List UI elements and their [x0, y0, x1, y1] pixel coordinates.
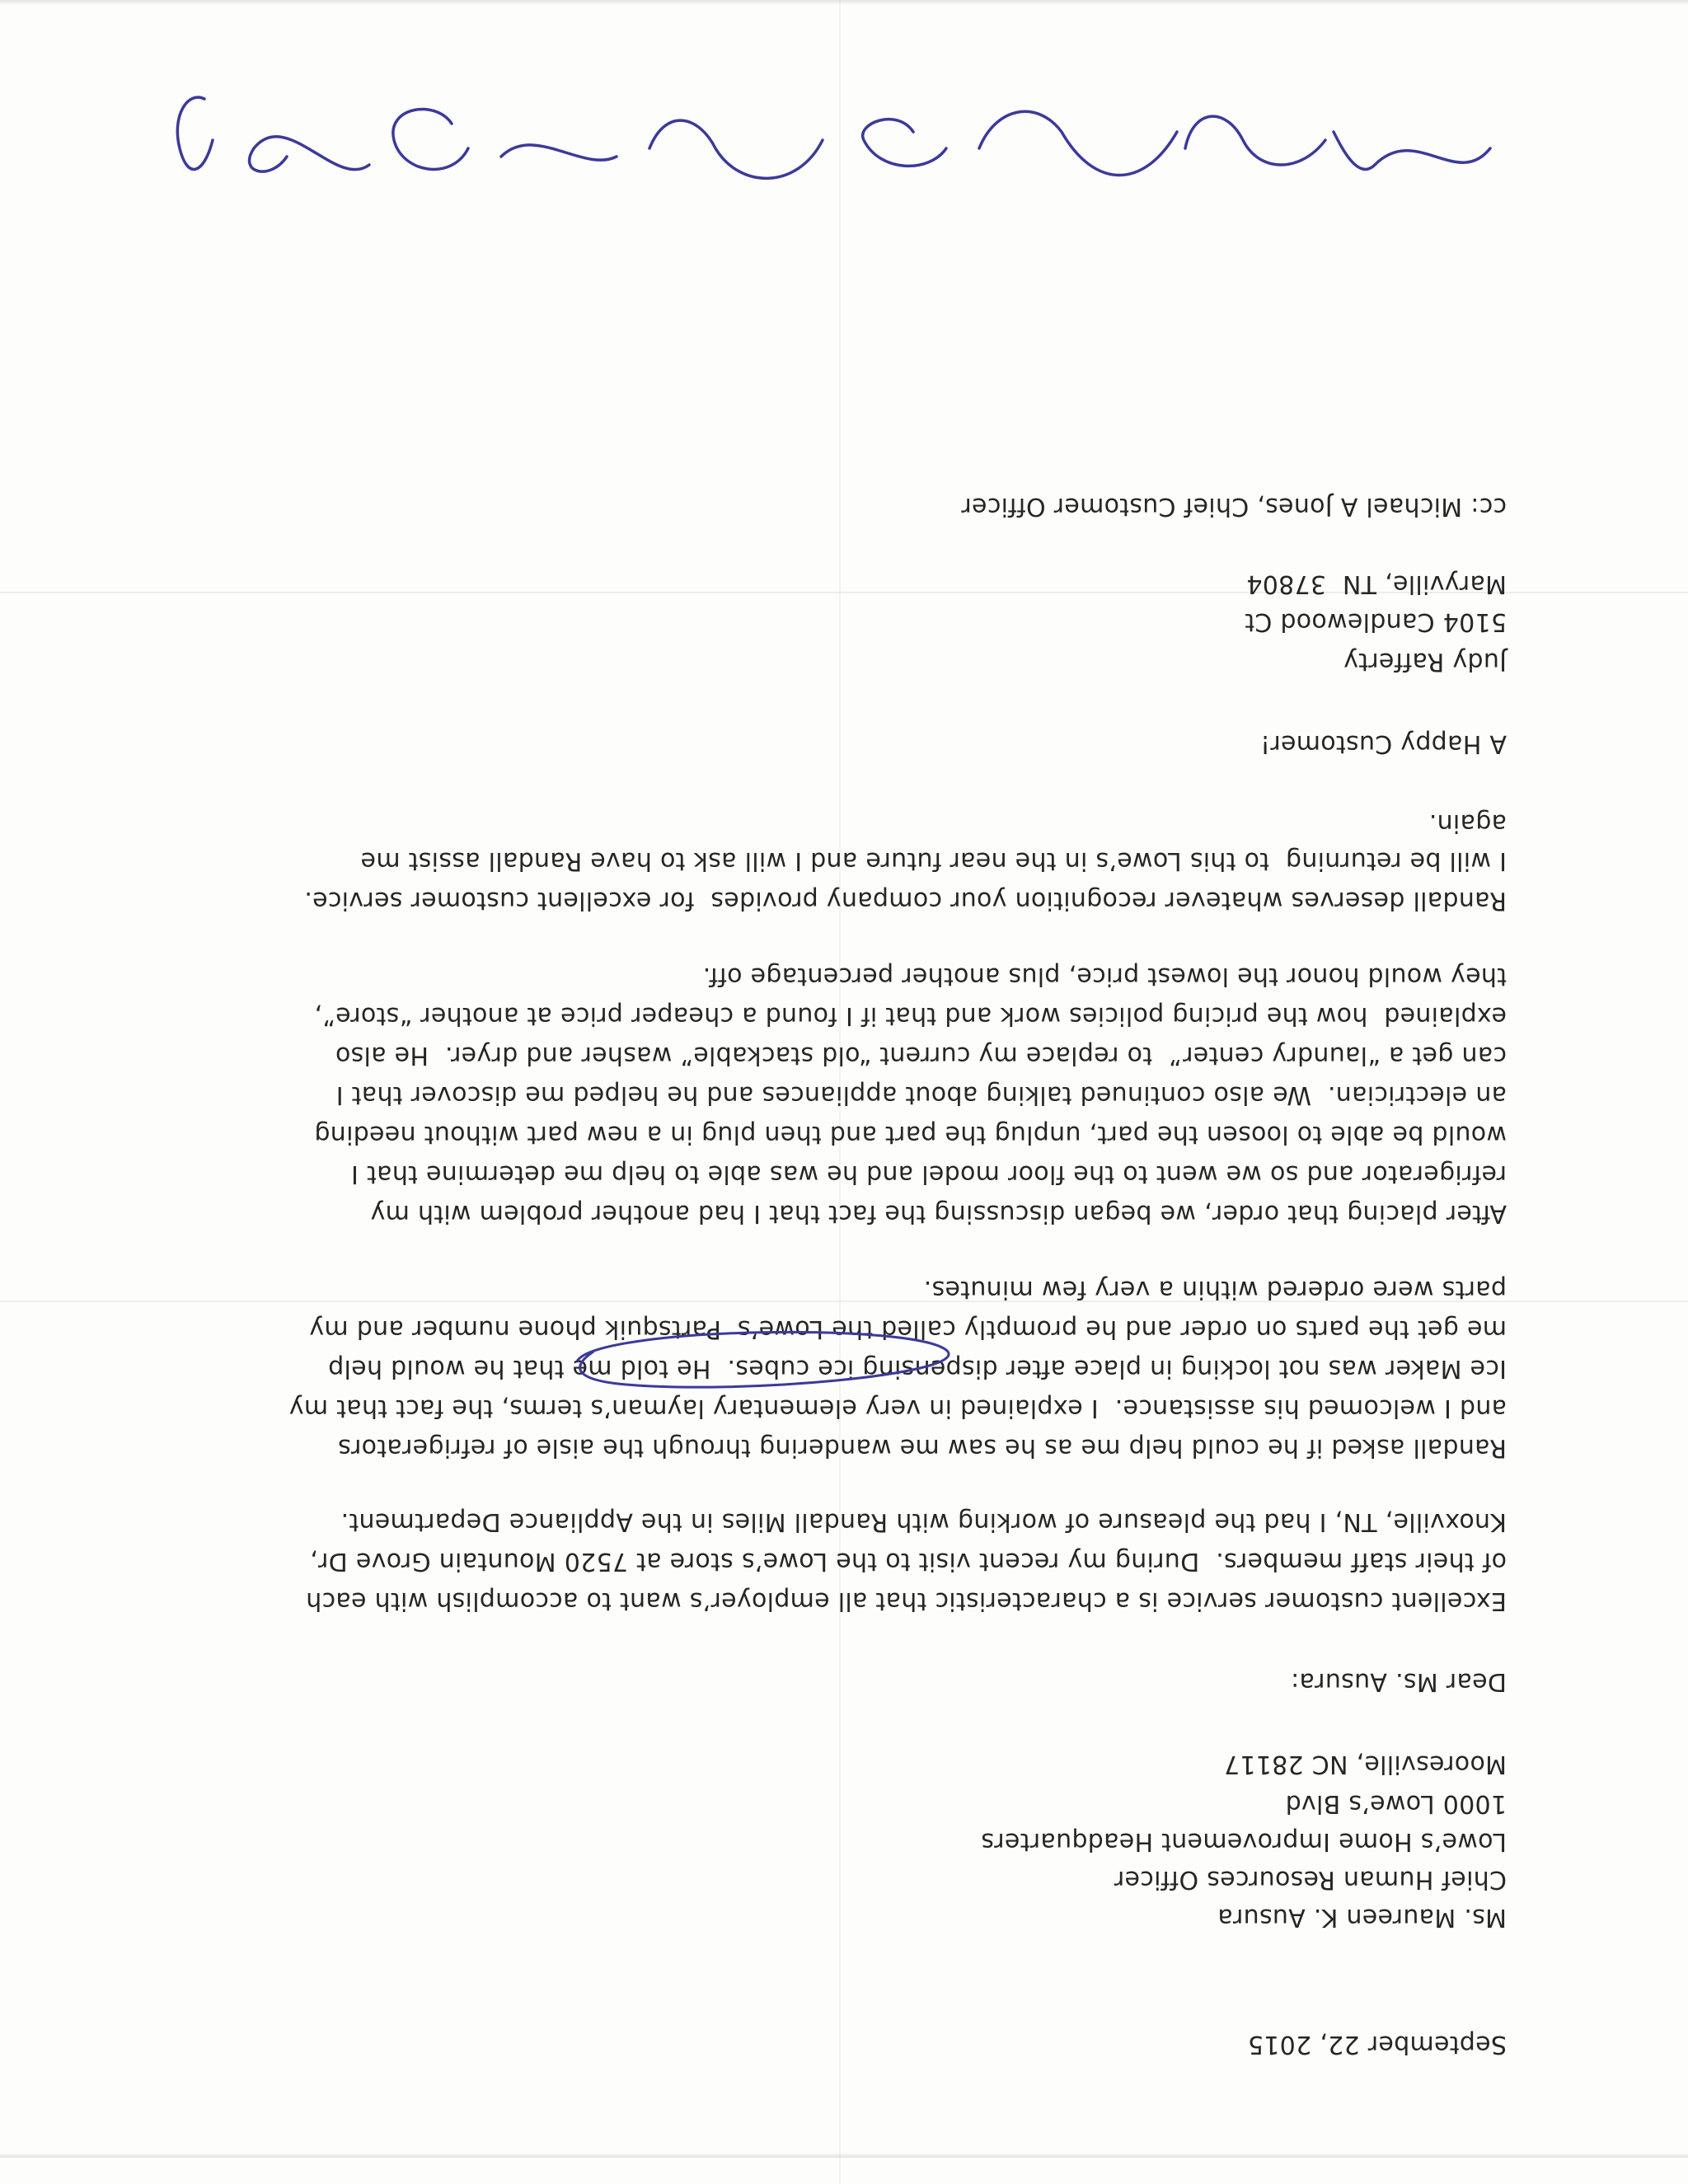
name-circle-ink	[577, 1332, 949, 1387]
signature-stroke	[177, 97, 213, 169]
signature-stroke	[649, 120, 823, 178]
paragraph-1-line-3: Knoxville, TN, I had the pleasure of working with Randall Miles in the Appliance Department.	[340, 1507, 1507, 1536]
sender-line-1: Judy Rafferty	[1343, 647, 1507, 676]
paragraph-2-line-5: parts were ordered within a very few minutes.	[923, 1275, 1507, 1304]
sender-line-3: Maryville, TN 37804	[1246, 569, 1507, 598]
paragraph-4-line-3: again.	[1428, 808, 1507, 837]
signature-stroke	[1185, 116, 1325, 165]
sender-line-2: 5104 Candlewood Ct	[1245, 607, 1507, 636]
paragraph-3-line-4: an electrician. We also continued talking about appliances and he helped me discover that I	[335, 1080, 1507, 1109]
paragraph-2-line-4: me get the parts on order and he promptly called the Lowe’s Partsquik phone number and my	[309, 1315, 1507, 1343]
recipient-line-4: 1000 Lowe’s Blvd	[1285, 1789, 1507, 1818]
paragraph-1-line-1: Excellent customer service is a characteristic that all employer’s want to accomplish with each	[305, 1586, 1507, 1615]
recipient-line-3: Lowe’s Home Improvement Headquarters	[981, 1827, 1507, 1856]
closing-line: A Happy Customer!	[1259, 729, 1507, 758]
paragraph-3-line-6: explained how the pricing policies work and that if I found a cheaper price at another “store”,	[314, 1001, 1507, 1030]
recipient-line-5: Mooresville, NC 28117	[1223, 1750, 1507, 1779]
paragraph-3-line-3: would be able to loosen the part, unplug the part and then plug in a new part without needing	[314, 1120, 1507, 1149]
paragraph-3-line-1: After placing that order, we began discussing the fact that I had another problem with my	[370, 1199, 1507, 1228]
signature-stroke	[393, 110, 468, 170]
paragraph-4-line-1: Randall deserves whatever recognition your company provides for excellent customer service.	[303, 886, 1507, 915]
paragraph-2-line-1: Randall asked if he could help me as he saw me wandering through the aisle of refrigerators	[337, 1433, 1507, 1462]
paragraph-3-line-2: refrigerator and so we went to the floor model and he was able to help me determine that I	[350, 1160, 1507, 1188]
paragraph-4-line-2: I will be returning to this Lowe’s in the near future and I will ask to have Randall assist me	[360, 846, 1507, 875]
paragraph-2-line-2: and I welcomed his assistance. I explained in very elementary layman’s terms, the fact that my	[288, 1394, 1507, 1422]
letter-date: September 22, 2015	[1247, 2030, 1507, 2059]
recipient-line-2: Chief Human Resources Officer	[1114, 1865, 1507, 1894]
recipient-line-1: Ms. Maureen K. Ausura	[1217, 1903, 1507, 1932]
signature-stroke	[250, 137, 369, 171]
salutation: Dear Ms. Ausura:	[1290, 1667, 1507, 1696]
signature-stroke	[863, 120, 946, 166]
signature-stroke	[1334, 132, 1490, 169]
paragraph-2-line-3: Ice Maker was not locking in place after dispensing ice cubes. He told me that he would help	[327, 1354, 1507, 1383]
handwritten-signature-note	[177, 97, 1490, 178]
paragraph-3-line-7: they would honor the lowest price, plus another percentage off.	[702, 962, 1507, 991]
signature-stroke	[979, 111, 1177, 175]
cc-line: cc: Michael A Jones, Chief Customer Officer	[961, 492, 1507, 521]
paragraph-3-line-5: can get a “laundry center” to replace my current “old stackable” washer and dryer. He also	[335, 1041, 1507, 1070]
paragraph-1-line-2: of their staff members. During my recent visit to the Lowe’s store at 7520 Mountain Grove Dr,	[309, 1547, 1507, 1576]
signature-stroke	[501, 145, 617, 160]
